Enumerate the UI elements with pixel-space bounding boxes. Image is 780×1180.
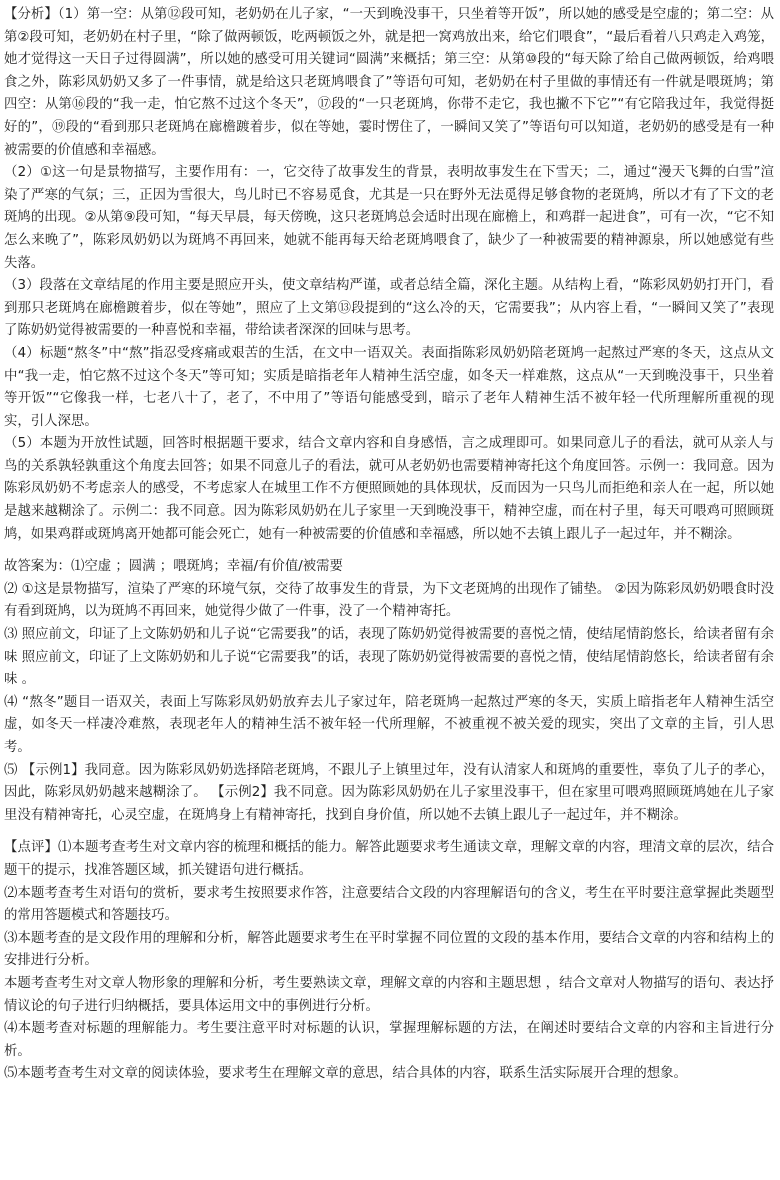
comment-line-2: ⑵本题考查考生对语句的赏析，要求考生按照要求作答，注意要结合文段的内容理解语句的含义，考生在平时要注意掌握此类题型的常用答题模式和答题技巧。: [4, 885, 774, 924]
comment-line-4: ⑷本题考查对标题的理解能力。考生要注意平时对标题的认识，掌握理解标题的方法，在阐述时要结合文章的内容和主旨进行分析。: [4, 1021, 774, 1059]
comment-line-3b: 本题考查考生对文章人物形象的理解和分析，考生要熟读文章，理解文章的内容和主题思想 ，结合文章对人物描写的语句、表达抒情议论的句子进行归纳概括，要具体运用文中的事例进行分析。: [4, 975, 774, 1014]
comment-line-3: ⑶本题考查的是文段作用的理解和分析，解答此题要求考生在平时掌握不同位置的文段的基本作用，要结合文章的内容和结构上的安排进行分析。: [4, 930, 774, 969]
analysis-paragraph-4: （4）标题“熬冬”中“熬”指忍受疼痛或艰苦的生活，在文中一语双关。表面指陈彩凤奶奶陪老斑鸠一起熬过严寒的冬天，这点从文中“我一走，怕它熬不过这个冬天”等可知；实质是暗指老年人精神生活空虚，如冬天一样难熬，这点从“一天到晚没事干，只坐着等开饭”“它像我一样，七老八十了，老了，不中用了”等语句能感受到，暗示了老年人精神生活不被年轻一代所理解所重视的现实，引人深思。: [4, 345, 774, 429]
analysis-paragraph-3: （3）段落在文章结尾的作用主要是照应开头，使文章结构严谨，或者总结全篇，深化主题。从结构上看，“陈彩凤奶奶打开门，看到那只老斑鸠在廊檐踱着步，似在等她”，照应了上文第⑬段提到的“这么冷的天，它需要我”；从内容上看，“一瞬间又笑了”表现了陈奶奶觉得被需要的一种喜悦和幸福，带给读者深深的回味与思考。: [4, 278, 774, 339]
comment-line-5: ⑸本题考查考生对文章的阅读体验，要求考生在理解文章的意思，结合具体的内容，联系生活实际展开合理的想象。: [4, 1066, 687, 1082]
comment-section: [4, 837, 774, 1086]
answer-line-2: ⑵ ①这是景物描写，渲染了严寒的环境气氛，交待了故事发生的背景，为下文老斑鸠的出现作了铺垫。 ②因为陈彩凤奶奶喂食时没有看到斑鸠，以为斑鸠不再回来，她觉得少做了一件事，没了一个精神寄托。: [4, 581, 774, 620]
comment-line-1: 【点评】⑴本题考查考生对文章内容的梳理和概括的能力。解答此题要求考生通读文章，理解文章的内容，理清文章的层次，结合题干的提示，找准答题区域，抓关键语句进行概括。: [4, 840, 774, 878]
section-gap: [4, 546, 774, 556]
answer-line-5: ⑸ 【示例1】我同意。因为陈彩凤奶奶选择陪老斑鸠，不跟儿子上镇里过年，没有认清家人和斑鸠的重要性，辜负了儿子的孝心，因此，陈彩凤奶奶越来越糊涂了。 【示例2】我不同意。因为陈彩凤奶奶在儿子家里没事干，但在家里可喂鸡照顾斑鸠她在儿子家里没有精神寄托，心灵空虚，在斑鸠身上有精神寄托，找到自身价值，所以她不去镇上跟儿子一起过年，并不糊涂。: [4, 762, 774, 823]
section-gap: [4, 827, 774, 837]
answer-section: [4, 556, 774, 827]
analysis-paragraph-2: （2）①这一句是景物描写，主要作用有：一，它交待了故事发生的背景，表明故事发生在下雪天；二，通过“漫天飞舞的白雪”渲染了严寒的气氛；三，正因为雪很大，鸟儿时已不容易觅食，尤其是一只在野外无法觅得足够食物的老斑鸠，所以才有了下文的老斑鸠的出现。②从第⑨段可知，“每天早晨，每天傍晚，这只老斑鸠总会适时出现在廊檐上，和鸡群一起进食”，可有一次，“它不知怎么来晚了”，陈彩凤奶奶以为斑鸠不再回来，她就不能再每天给老斑鸠喂食了，缺少了一种被需要的精神源泉，所以她感觉有些失落。: [4, 165, 774, 271]
answer-line-1: 故答案为：⑴空虚 ；圆满 ；喂斑鸠；幸福/有价值/被需要: [4, 559, 343, 575]
answer-line-4: ⑷ “熬冬”题目一语双关，表面上写陈彩凤奶奶放弃去儿子家过年，陪老斑鸠一起熬过严寒的冬天，实质上暗指老年人精神生活空虚，如冬天一样凄冷难熬，表现老年人的精神生活不被年轻一代所理解，不被重视不被关爱的现实，突出了文章的主旨，引人思考。: [4, 694, 774, 755]
analysis-paragraph-1: 【分析】（1）第一空：从第⑫段可知，老奶奶在儿子家，“一天到晚没事干，只坐着等开饭”，所以她的感受是空虚的；第二空：从第②段可知，老奶奶在村子里，“除了做两顿饭，吃两顿饭之外，就是把一窝鸡放出来，给它们喂食”，“最后看着八只鸡走入鸡笼，她才觉得这一天日子过得圆满”，所以她的感受可用关键词“圆满”来概括；第三空：从第⑩段的“每天除了给自己做两顿饭，给鸡喂食之外，陈彩凤奶奶又多了一件事情，就是给这只老斑鸠喂食了”等语句可知，老奶奶在村子里做的事情还有一件就是喂斑鸠；第四空：从第⑯段的“我一走，怕它熬不过这个冬天”，⑰段的“一只老斑鸠，你带不走它，我也撇不下它”“有它陪我过年，我觉得挺好的”，⑲段的“看到那只老斑鸠在廊檐踱着步，似在等她，霎时愣住了，一瞬间又笑了”等语句可以知道，老奶奶的感受是有一种被需要的价值感和幸福感。: [4, 7, 774, 158]
answer-line-3: ⑶ 照应前文，印证了上文陈奶奶和儿子说“它需要我”的话，表现了陈奶奶觉得被需要的喜悦之情，使结尾情韵悠长，给读者留有余味 照应前文，印证了上文陈奶奶和儿子说“它需要我”的话，表现了陈奶奶觉得被需要的喜悦之情，使结尾情韵悠长，给读者留有余味 。: [4, 627, 774, 688]
analysis-paragraph-5: （5）本题为开放性试题，回答时根据题干要求，结合文章内容和自身感悟，言之成理即可。如果同意儿子的看法，就可从亲人与鸟的关系孰轻孰重这个角度去回答；如果不同意儿子的看法，就可从老奶奶也需要精神寄托这个角度回答。示例一：我同意。因为陈彩凤奶奶不考虑亲人的感受，不考虑家人在城里工作不方便照顾她的具体现状，反而因为一只鸟儿而拒绝和亲人在一起，所以她是越来越糊涂了。示例二：我不同意。因为陈彩凤奶奶在儿子家里一天到晚没事干，精神空虚，而在村子里，每天可喂鸡可照顾斑鸠，如果鸡群或斑鸠离开她都可能会死亡，她有一种被需要的价值感和幸福感，所以她不去镇上跟儿子一起过年，并不糊涂。: [4, 436, 774, 542]
analysis-section: [4, 4, 774, 546]
